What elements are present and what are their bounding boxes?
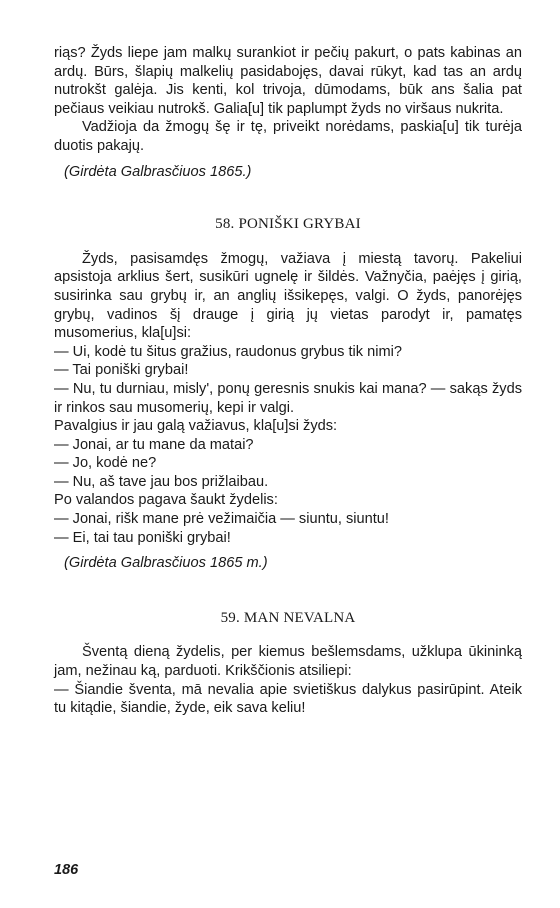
- intro-paragraph-2: Vadžioja da žmogų šę ir tę, priveikt norėdams, paskia[u] tik turėja duotis pakajų.: [54, 119, 522, 154]
- intro-paragraph-1: riąs? Žyds liepe jam malkų surankiot ir pečių pakurt, o pats kabinas an ardų. Būrs, šlapių malkelių pasidabojęs, davai rūkyt, kad tas an ardų nutrokšt galėja. Jis kenti, kol trivoja, dūmodams, būk ans šalia pat pečiaus veikiau nutrokš. Galia[u] tik paplumpt žyds no viršaus nukrita.: [54, 45, 522, 117]
- story-58-source: (Girdėta Galbrasčiuos 1865 m.): [64, 555, 268, 572]
- story-58-dialog-line: — Jonai, ar tu mane da matai?: [54, 436, 254, 453]
- story-58-dialog-line: — Ei, tai tau poniški grybai!: [54, 529, 231, 546]
- story-59-paragraph: Šventą dieną žydelis, per kiemus bešlemsdams, užklupa ūkininką jam, nežinau ką, parduoti. Krikščionis atsiliepi:: [54, 644, 522, 680]
- page-text: [54, 44, 522, 718]
- story-58-dialog-line: — Jonai, rišk mane prė vežimaičia — siuntu, siuntu!: [54, 511, 389, 528]
- story-58-dialog-line: — Nu, aš tave jau bos prižlaibau.: [54, 473, 269, 490]
- story-58-dialog-line: — Tai poniški grybai!: [54, 362, 189, 379]
- story-58-title: 58. PONIŠKI GRYBAI: [215, 216, 361, 233]
- page-number: 186: [54, 862, 79, 878]
- story-58-dialog-line: — Nu, tu durniau, misly', ponų geresnis snukis kai mana? — sakąs žyds ir rinkos sau musomerių, kepi ir valgi.: [54, 380, 522, 416]
- story-59-dialog-line: — Šiandie šventa, mā nevalia apie svietiškus dalykus pasirūpint. Ateik tu kitądie, šiandie, žyde, eik sava keliu!: [54, 681, 522, 717]
- story-58-dialog-line: — Jo, kodė ne?: [54, 455, 157, 472]
- story-59-title: 59. MAN NEVALNA: [220, 609, 356, 626]
- story-58-narration-line: Pavalgius ir jau galą važiavus, kla[u]si žyds:: [54, 418, 338, 435]
- story-58-dialog-line: — Ui, kodė tu šitus gražius, raudonus grybus tik nimi?: [54, 343, 402, 360]
- story-58-paragraph: Žyds, pasisamdęs žmogų, važiava į miestą tavorų. Pakeliui apsistoja arklius šert, susikūri ugnelę ir šildės. Važnyčia, paėjęs į girią, susirinka sau grybų ir, an anglių išsikepęs, valgi. O žyds, panorėjęs grybų, vadinos šį drauge į girią jų vietas parodyt ir, pamatęs musomerius, kla[u]si:: [54, 250, 522, 342]
- story-58-narration-line: Po valandos pagava šaukt žydelis:: [54, 492, 278, 509]
- intro-source: (Girdėta Galbrasčiuos 1865.): [64, 163, 252, 180]
